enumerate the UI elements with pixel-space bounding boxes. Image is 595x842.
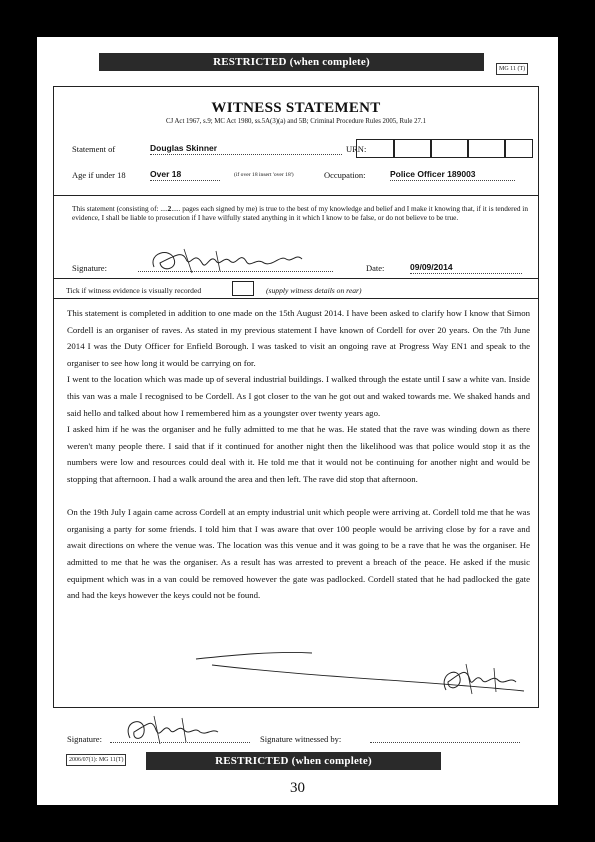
age-note: (if over 18 insert 'over 18') xyxy=(234,172,294,178)
urn-cell-2 xyxy=(393,139,432,158)
initials-signature xyxy=(436,662,536,698)
paragraph-2: I went to the location which was made up of several industrial buildings. I walked through the estate until I saw a white van. Inside this van was a male I recognised to be Cordell. As I got closer to the van he got out and waked towards me. We shaked hands and said hello and talked about how I remembered him as a youngster over twenty years ago. xyxy=(67,374,530,418)
age-dotted-line xyxy=(150,180,220,181)
tick-label: Tick if witness evidence is visually recorded xyxy=(66,286,202,295)
divider-1 xyxy=(54,195,538,196)
footer-restricted-banner: RESTRICTED (when complete) xyxy=(146,752,441,770)
rear-note: (supply witness details on rear) xyxy=(266,286,362,295)
urn-cell-5 xyxy=(504,139,533,158)
page-number: 30 xyxy=(290,780,305,796)
signature-image xyxy=(146,245,316,277)
witnessed-label: Signature witnessed by: xyxy=(260,734,342,744)
statement-body xyxy=(67,305,530,604)
date-label: Date: xyxy=(366,263,385,273)
visual-record-checkbox[interactable] xyxy=(232,281,254,296)
urn-cell-1 xyxy=(356,139,395,158)
paragraph-4: On the 19th July I again came across Cordell at an empty industrial unit which people were arriving at. Cordell told me that he was organising a party for some friends. I told him that I was aware that over 100 people would be arriving close by for a rave and await directions on where the venue was. The location was this venue and it was going to be a rave that he was the organiser. He admitted to me that he was the organiser. As a result has was arrested to prevent a breach of the peace. He asked if the music equipment which was in a van could be removed however the gate was padlocked. Cordell stated that he had padlocked the gate and had the keys however the keys could not be found. xyxy=(67,507,530,601)
statement-of-label: Statement of xyxy=(72,144,116,154)
footer-signature-label: Signature: xyxy=(67,734,102,744)
signature-label: Signature: xyxy=(72,263,107,273)
date-dotted-line xyxy=(410,273,522,274)
urn-label: URN: xyxy=(346,144,367,154)
date-value: 09/09/2014 xyxy=(410,262,453,272)
footer-form-ref: 2006/07(1): MG 11(T) xyxy=(66,754,126,766)
urn-cell-4 xyxy=(467,139,506,158)
witnessed-line xyxy=(370,742,520,743)
divider-3 xyxy=(54,298,538,299)
declaration-text xyxy=(72,204,532,222)
witness-statement-form xyxy=(53,86,539,708)
form-title: WITNESS STATEMENT xyxy=(211,100,381,116)
paragraph-3: I asked him if he was the organiser and he fully admitted to me that he was. He stated that the rave was winding down as there weren't many people there. I said that if it continued for another night then the likelihood was that police would stop it as the numbers were low and resources could deal with it. He told me that it would not be continuing for another night and would be stopping that afternoon. I had a walk around the area and then left. The rave did stop that afternoon. xyxy=(67,424,530,484)
header-restricted-banner: RESTRICTED (when complete) xyxy=(99,53,484,71)
footer-signature-image xyxy=(120,714,230,746)
occupation-label: Occupation: xyxy=(324,170,366,180)
statement-of-dotted-line xyxy=(150,154,342,155)
form-subtitle: CJ Act 1967, s.9; MC Act 1980, ss.5A(3)(a) and 5B; Criminal Procedure Rules 2005, Rule 27.1 xyxy=(166,118,426,125)
paragraph-1: This statement is completed in addition to one made on the 15th August 2014. I have been asked to clarify how I know that Simon Cordell is an organiser of raves. As stated in my previous statement I have known of Cordell for over 20 years. On the 7th June 2014 I was the Duty Officer for Enfield Borough. I was tasked to visit an ongoing rave at Progress Way EN1 and speak to the organiser to see how long it would be carrying on for. xyxy=(67,308,530,368)
age-label: Age if under 18 xyxy=(72,170,126,180)
header-form-code: MG 11 (T) xyxy=(496,63,528,75)
declaration-prefix: This statement (consisting of: .... xyxy=(72,204,168,213)
age-value: Over 18 xyxy=(150,169,182,179)
statement-of-value: Douglas Skinner xyxy=(150,143,218,153)
urn-cell-3 xyxy=(430,139,469,158)
page-count: 2 xyxy=(167,204,172,213)
occupation-value: Police Officer 189003 xyxy=(390,169,476,179)
declaration-rest: ..... pages each signed by me) is true to the best of my knowledge and belief and I make it knowing that, if it is tendered in evidence, I shall be liable to prosecution if I have wilfully stated anything in it which I know to be false, or do not believe to be true. xyxy=(72,204,528,222)
divider-2 xyxy=(54,278,538,279)
occupation-dotted-line xyxy=(390,180,515,181)
